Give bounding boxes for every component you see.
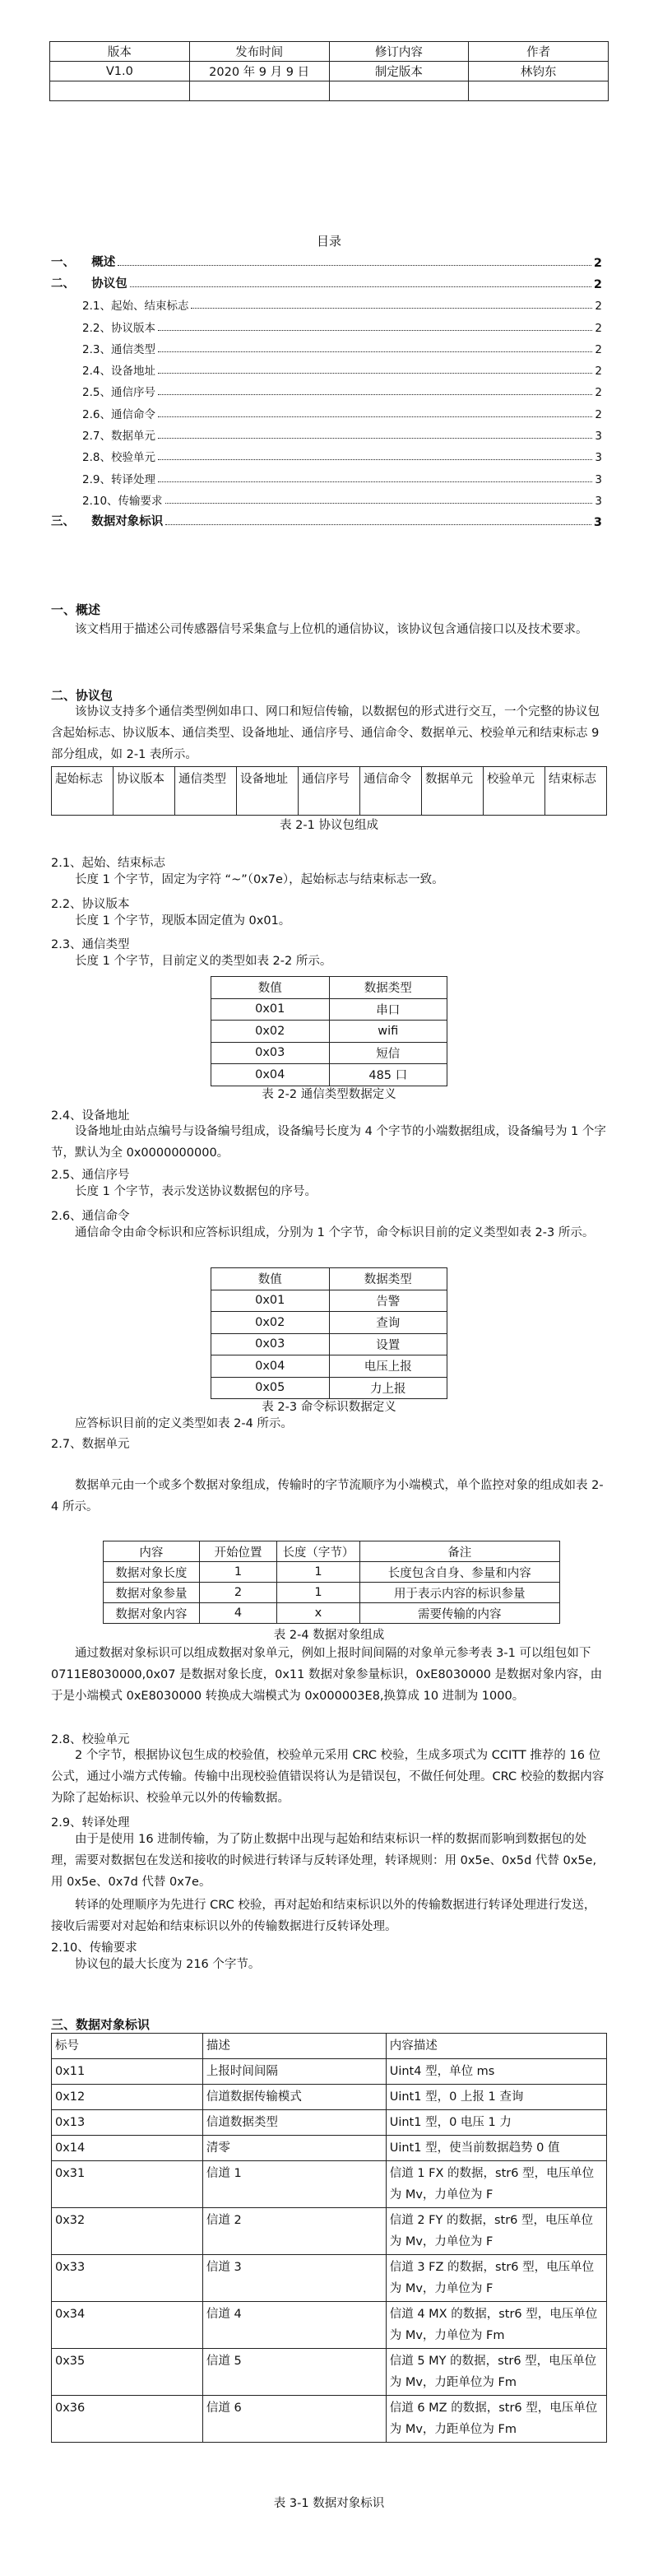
revision-cell: 制定版本: [329, 62, 469, 81]
toc-leader-dots: [118, 265, 591, 266]
command-cell: 告警: [329, 1290, 447, 1312]
toc-entry-page: 2: [595, 321, 602, 335]
toc-title: 目录: [316, 234, 341, 249]
data-object-cell: 2: [199, 1583, 277, 1603]
data-object-id-cell: 信道 1 FX 的数据，str6 型，电压单位为 Mv，力单位为 F: [386, 2161, 606, 2208]
toc-leader-dots: [158, 394, 592, 395]
packet-cell: 数据单元: [422, 767, 484, 816]
data-object-id-caption: 表 3-1 数据对象标识: [273, 2497, 385, 2510]
toc-leader-dots: [158, 481, 592, 482]
data-object-id-cell: 信道 5: [202, 2349, 386, 2396]
toc-entry-label: 2.10、传输要求: [82, 494, 163, 508]
revision-cell: 林钧东: [469, 62, 609, 81]
command-row: [211, 1312, 447, 1334]
toc-entry-label: 一、 概述: [51, 256, 116, 269]
toc-entry[interactable]: [51, 508, 602, 529]
toc-leader-dots: [165, 524, 591, 525]
data-object-id-cell: 信道 2 FY 的数据，str6 型，电压单位为 Mv，力单位为 F: [386, 2208, 606, 2255]
toc-entry-label: 三、 数据对象标识: [51, 514, 164, 528]
section-2-1-text: 长度 1 个字节，固定为字符 “~”（0x7e），起始标志与结束标志一致。: [75, 873, 444, 886]
comm-type-cell: 0x02: [211, 1021, 330, 1043]
toc-entry-page: 2: [595, 386, 602, 400]
revision-header-cell: 作者: [469, 42, 609, 62]
packet-cell: 通信命令: [360, 767, 422, 816]
toc-entry-page: 2: [593, 257, 602, 270]
data-object-id-row: [52, 2110, 607, 2136]
toc-entry-page: 3: [595, 494, 602, 508]
data-object-id-row: [52, 2161, 607, 2208]
toc-entry-label: 2.2、协议版本: [82, 321, 155, 335]
section-1-text: 该文档用于描述公司传感器信号采集盒与上位机的通信协议，该协议包含通信接口以及技术要求。: [75, 623, 588, 636]
revision-table: [49, 41, 609, 101]
command-row: [211, 1290, 447, 1312]
section-2-6-after: 应答标识目前的定义类型如表 2-4 所示。: [75, 1417, 293, 1430]
data-object-id-cell: 0x13: [52, 2110, 203, 2136]
data-object-id-row: [52, 2302, 607, 2349]
section-2-8-heading: 2.8、校验单元: [51, 1733, 130, 1746]
section-2-9-text: 由于是使用 16 进制传输，为了防止数据中出现与起始和结束标识一样的数据而影响到数据包的处理，需要对数据包在发送和接收的时候进行转译与反转译处理，转译规则：用 0x5e、0x5d 代替 0x5e,用 0x5e、0x7d 代替 0x7e。: [51, 1833, 597, 1889]
revision-cell: [329, 81, 469, 101]
comm-type-header-cell: 数值: [211, 977, 330, 999]
toc-entry[interactable]: [51, 335, 602, 356]
data-object-id-header-cell: 描述: [202, 2034, 386, 2059]
section-2-text: 该协议支持多个通信类型例如串口、网口和短信传输，以数据包的形式进行交互，一个完整的协议包含起始标志、协议版本、通信类型、设备地址、通信序号、通信命令、数据单元、校验单元和结束标志 9 部分组成，如 2-1 表所示。: [51, 705, 600, 761]
data-object-id-row: [52, 2208, 607, 2255]
revision-header-cell: 发布时间: [189, 42, 329, 62]
section-2-3-text: 长度 1 个字节，目前定义的类型如表 2-2 所示。: [75, 955, 332, 968]
comm-type-cell: 0x03: [211, 1042, 330, 1064]
data-object-id-cell: 0x33: [52, 2255, 203, 2302]
data-object-header-cell: 备注: [359, 1541, 559, 1562]
data-object-id-cell: 信道 6 MZ 的数据，str6 型，电压单位为 Mv，力距单位为 Fm: [386, 2396, 606, 2443]
command-cell: 0x03: [211, 1333, 330, 1355]
data-object-id-cell: 信道 4: [202, 2302, 386, 2349]
command-header-cell: 数据类型: [329, 1268, 447, 1290]
toc-entry-label: 2.8、校验单元: [82, 451, 155, 465]
data-object-id-row: [52, 2136, 607, 2161]
packet-cell: 设备地址: [237, 767, 299, 816]
data-object-cell: 1: [277, 1562, 359, 1583]
comm-type-row: [211, 1042, 447, 1064]
data-object-id-cell: 0x14: [52, 2136, 203, 2161]
comm-type-row: [211, 1021, 447, 1043]
command-header-row: [211, 1268, 447, 1290]
revision-cell: [50, 81, 190, 101]
section-2-8-text: 2 个字节，根据协议包生成的校验值，校验单元采用 CRC 校验，生成多项式为 CCITT 推荐的 16 位公式，通过小端方式传输。传输中出现校验值错误将认为是错误包，不做任何处理。CRC 校验的数据内容为除了起始标识、校验单元以外的传输数据。: [51, 1749, 605, 1805]
data-object-cell: x: [277, 1603, 359, 1624]
revision-row: [50, 81, 609, 101]
comm-type-table: [211, 976, 447, 1086]
data-object-row: [104, 1562, 560, 1583]
data-object-cell: 数据对象参量: [104, 1583, 200, 1603]
table-of-contents: [51, 249, 602, 529]
toc-leader-dots: [158, 459, 592, 460]
toc-leader-dots: [158, 330, 592, 331]
section-2-9-heading: 2.9、转译处理: [51, 1816, 130, 1830]
packet-cell: 结束标志: [545, 767, 607, 816]
toc-entry-label: 2.3、通信类型: [82, 342, 155, 356]
command-cell: 0x01: [211, 1290, 330, 1312]
data-object-id-cell: 信道数据类型: [202, 2110, 386, 2136]
comm-type-cell: 0x01: [211, 998, 330, 1021]
data-object-cell: 数据对象长度: [104, 1562, 200, 1583]
command-table: [211, 1267, 447, 1399]
toc-entry-label: 2.4、设备地址: [82, 365, 155, 379]
data-object-id-cell: 信道 2: [202, 2208, 386, 2255]
command-cell: 力上报: [329, 1377, 447, 1399]
comm-type-row: [211, 998, 447, 1021]
data-object-id-cell: 0x12: [52, 2085, 203, 2110]
toc-entry-label: 2.9、转译处理: [82, 472, 155, 486]
section-2-7-heading: 2.7、数据单元: [51, 1438, 130, 1451]
data-object-id-cell: Uint1 型，使当前数据趋势 0 值: [386, 2136, 606, 2161]
revision-cell: [469, 81, 609, 101]
revision-cell: 2020 年 9 月 9 日: [189, 62, 329, 81]
revision-cell: V1.0: [50, 62, 190, 81]
data-object-id-cell: 信道 3: [202, 2255, 386, 2302]
packet-cell: 通信序号: [299, 767, 360, 816]
data-object-id-cell: Uint1 型，0 电压 1 力: [386, 2110, 606, 2136]
data-object-cell: 需要传输的内容: [359, 1603, 559, 1624]
toc-leader-dots: [158, 416, 592, 417]
section-2-4-heading: 2.4、设备地址: [51, 1109, 130, 1123]
comm-type-caption: 表 2-2 通信类型数据定义: [262, 1088, 396, 1101]
data-object-row: [104, 1583, 560, 1603]
comm-type-cell: 0x04: [211, 1064, 330, 1086]
toc-entry[interactable]: [51, 378, 602, 399]
data-object-id-table: [51, 2033, 607, 2443]
data-object-id-header-cell: 标号: [52, 2034, 203, 2059]
data-object-id-cell: 信道 3 FZ 的数据，str6 型，电压单位为 Mv，力单位为 F: [386, 2255, 606, 2302]
section-2-heading: 二、协议包: [51, 688, 114, 703]
revision-header-row: [50, 42, 609, 62]
command-row: [211, 1377, 447, 1399]
data-object-cell: 用于表示内容的标识参量: [359, 1583, 559, 1603]
command-cell: 0x04: [211, 1355, 330, 1378]
revision-cell: [189, 81, 329, 101]
comm-type-cell: wifi: [329, 1021, 447, 1043]
packet-row: [52, 767, 607, 816]
revision-header-cell: 修订内容: [329, 42, 469, 62]
data-object-id-header-cell: 内容描述: [386, 2034, 606, 2059]
command-cell: 设置: [329, 1333, 447, 1355]
data-object-id-cell: 0x34: [52, 2302, 203, 2349]
data-object-id-cell: Uint4 型，单位 ms: [386, 2059, 606, 2085]
toc-entry-label: 2.1、起始、结束标志: [82, 300, 189, 314]
data-object-header-row: [104, 1541, 560, 1562]
toc-entry[interactable]: [51, 399, 602, 421]
toc-leader-dots: [130, 286, 591, 287]
data-object-id-row: [52, 2059, 607, 2085]
toc-entry-page: 2: [595, 342, 602, 356]
section-2-7-after: 通过数据对象标识可以组成数据对象单元，例如上报时间间隔的对象单元参考表 3-1 可以组包如下 0711E8030000,0x07 是数据对象长度，0x11 数据对象参量标识，0xE8030000 是数据对象内容，由于是小端模式 0xE8030000 转换成大端模式为 0x000003E8,换算成 10 进制为 1000。: [51, 1647, 603, 1703]
data-object-row: [104, 1603, 560, 1624]
revision-header-cell: 版本: [50, 42, 190, 62]
packet-cell: 协议版本: [114, 767, 175, 816]
toc-entry-page: 3: [595, 472, 602, 486]
section-2-5-heading: 2.5、通信序号: [51, 1169, 130, 1182]
toc-entry[interactable]: [51, 356, 602, 378]
toc-entry[interactable]: [51, 421, 602, 443]
section-1-heading: 一、概述: [51, 602, 101, 617]
packet-cell: 校验单元: [484, 767, 545, 816]
toc-entry-label: 2.6、通信命令: [82, 407, 155, 421]
section-2-2-heading: 2.2、协议版本: [51, 898, 130, 911]
data-object-table: [103, 1541, 560, 1624]
data-object-id-row: [52, 2396, 607, 2443]
data-object-id-row: [52, 2349, 607, 2396]
section-2-7-text: 数据单元由一个或多个数据对象组成，传输时的字节流顺序为小端模式，单个监控对象的组成如表 2-4 所示。: [51, 1479, 604, 1514]
section-2-1-heading: 2.1、起始、结束标志: [51, 857, 166, 870]
section-2-6-text: 通信命令由命令标识和应答标识组成，分别为 1 个字节，命令标识目前的定义类型如表 2-3 所示。: [75, 1226, 595, 1239]
toc-entry-label: 2.5、通信序号: [82, 386, 155, 400]
data-object-header-cell: 内容: [104, 1541, 200, 1562]
data-object-id-cell: 信道 1: [202, 2161, 386, 2208]
data-object-header-cell: 长度（字节）: [277, 1541, 359, 1562]
section-2-3-heading: 2.3、通信类型: [51, 938, 130, 951]
data-object-id-cell: 0x11: [52, 2059, 203, 2085]
section-2-10-heading: 2.10、传输要求: [51, 1941, 137, 1955]
toc-entry-label: 二、 协议包: [51, 277, 127, 291]
toc-entry[interactable]: [51, 313, 602, 334]
command-caption: 表 2-3 命令标识数据定义: [262, 1401, 396, 1414]
toc-leader-dots: [158, 373, 592, 374]
data-object-cell: 数据对象内容: [104, 1603, 200, 1624]
command-row: [211, 1333, 447, 1355]
toc-entry[interactable]: [51, 270, 602, 291]
command-cell: 查询: [329, 1312, 447, 1334]
toc-entry[interactable]: [51, 486, 602, 508]
section-2-9-text2: 转译的处理顺序为先进行 CRC 校验，再对起始和结束标识以外的传输数据进行转译处理进行发送，接收后需要对对起始和结束标识以外的传输数据进行反转译处理。: [51, 1899, 596, 1933]
packet-structure-table: [51, 766, 607, 816]
toc-entry-label: 2.7、数据单元: [82, 430, 155, 444]
comm-type-header-row: [211, 977, 447, 999]
toc-entry-page: 3: [595, 451, 602, 465]
toc-entry[interactable]: [51, 443, 602, 464]
data-object-id-cell: 0x36: [52, 2396, 203, 2443]
comm-type-header-cell: 数据类型: [329, 977, 447, 999]
packet-caption: 表 2-1 协议包组成: [280, 819, 378, 832]
command-cell: 0x05: [211, 1377, 330, 1399]
data-object-id-cell: 0x31: [52, 2161, 203, 2208]
packet-cell: 通信类型: [175, 767, 237, 816]
command-header-cell: 数值: [211, 1268, 330, 1290]
data-object-id-cell: 清零: [202, 2136, 386, 2161]
data-object-id-row: [52, 2255, 607, 2302]
data-object-id-cell: 0x32: [52, 2208, 203, 2255]
comm-type-cell: 串口: [329, 998, 447, 1021]
section-2-6-heading: 2.6、通信命令: [51, 1210, 130, 1223]
data-object-cell: 1: [277, 1583, 359, 1603]
comm-type-cell: 485 口: [329, 1064, 447, 1086]
toc-entry-page: 2: [593, 278, 602, 291]
data-object-id-header-row: [52, 2034, 607, 2059]
packet-cell: 起始标志: [52, 767, 114, 816]
toc-entry-page: 2: [595, 300, 602, 314]
data-object-cell: 4: [199, 1603, 277, 1624]
toc-entry[interactable]: [51, 291, 602, 313]
section-2-5-text: 长度 1 个字节，表示发送协议数据包的序号。: [75, 1185, 317, 1198]
toc-leader-dots: [165, 503, 593, 504]
data-object-id-row: [52, 2085, 607, 2110]
data-object-id-cell: 0x35: [52, 2349, 203, 2396]
toc-entry-page: 3: [593, 515, 602, 529]
data-object-id-cell: Uint1 型，0 上报 1 查询: [386, 2085, 606, 2110]
toc-entry-page: 2: [595, 365, 602, 379]
comm-type-row: [211, 1064, 447, 1086]
section-2-4-text: 设备地址由站点编号与设备编号组成，设备编号长度为 4 个字节的小端数据组成，设备编号为 1 个字节，默认为全 0x0000000000。: [51, 1125, 606, 1160]
section-2-10-text: 协议包的最大长度为 216 个字节。: [75, 1958, 261, 1971]
toc-entry[interactable]: [51, 249, 602, 270]
revision-row: [50, 62, 609, 81]
data-object-cell: 1: [199, 1562, 277, 1583]
toc-leader-dots: [158, 351, 592, 352]
toc-entry-page: 3: [595, 430, 602, 444]
data-object-id-cell: 信道 4 MX 的数据，str6 型，电压单位为 Mv，力单位为 Fm: [386, 2302, 606, 2349]
data-object-cell: 长度包含自身、参量和内容: [359, 1562, 559, 1583]
toc-entry[interactable]: [51, 464, 602, 486]
section-2-2-text: 长度 1 个字节，现版本固定值为 0x01。: [75, 914, 291, 928]
toc-leader-dots: [191, 308, 592, 309]
data-object-id-cell: 信道 6: [202, 2396, 386, 2443]
toc-entry-page: 2: [595, 407, 602, 421]
toc-leader-dots: [158, 438, 592, 439]
data-object-header-cell: 开始位置: [199, 1541, 277, 1562]
section-3-heading: 三、数据对象标识: [51, 2017, 151, 2032]
command-cell: 0x02: [211, 1312, 330, 1334]
data-object-caption: 表 2-4 数据对象组成: [273, 1629, 385, 1642]
comm-type-cell: 短信: [329, 1042, 447, 1064]
command-row: [211, 1355, 447, 1378]
data-object-id-cell: 信道 5 MY 的数据，str6 型，电压单位为 Mv，力距单位为 Fm: [386, 2349, 606, 2396]
command-cell: 电压上报: [329, 1355, 447, 1378]
data-object-id-cell: 信道数据传输模式: [202, 2085, 386, 2110]
data-object-id-cell: 上报时间间隔: [202, 2059, 386, 2085]
